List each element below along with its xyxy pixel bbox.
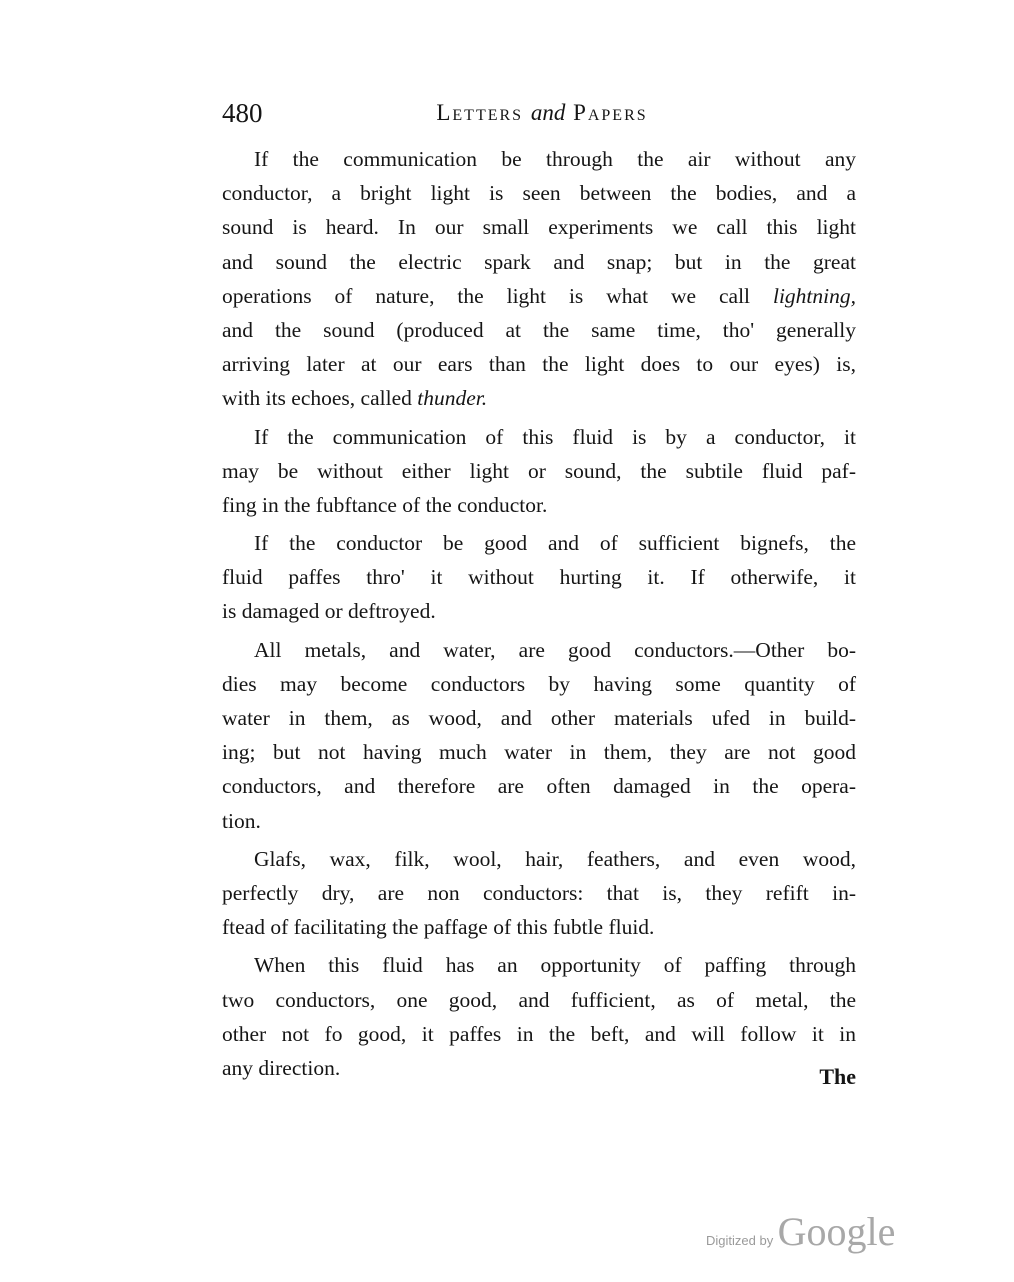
text-line: If the conductor be good and of sufficient bignefs, the <box>254 531 856 556</box>
text-line: dies may become conductors by having some quantity of <box>222 671 856 696</box>
text-line: two conductors, one good, and fufficient, as of metal, the <box>222 987 856 1012</box>
running-title-and: and <box>530 100 566 125</box>
text-line: ing; but not having much water in them, they are not good <box>222 740 856 765</box>
text-line: any direction. <box>222 1055 341 1080</box>
italic-word-lightning: lightning, <box>772 283 857 308</box>
digitized-watermark <box>706 1208 895 1255</box>
paragraph <box>222 142 856 416</box>
text-line <box>222 279 856 313</box>
running-header <box>222 98 862 138</box>
page-number: 480 <box>222 98 263 128</box>
text-line: ftead of facilitating the paffage of this fubtle fluid. <box>222 915 655 940</box>
text-line: and sound the electric spark and snap; but in the great <box>222 249 856 274</box>
text-line: tion. <box>222 808 261 833</box>
text-line: fluid paffes thro' it without hurting it. If otherwife, it <box>222 565 856 590</box>
text-line: and the sound (produced at the same time, tho' generally <box>222 317 856 342</box>
running-title-left: Letters <box>436 100 524 125</box>
text-line: arriving later at our ears than the light does to our eyes) is, <box>222 352 856 377</box>
text-line: Glafs, wax, filk, wool, hair, feathers, and even wood, <box>254 846 856 871</box>
paragraph <box>222 842 856 945</box>
text-line: sound is heard. In our small experiments we call this light <box>222 215 856 240</box>
paragraph <box>222 420 856 523</box>
body-text <box>222 142 856 1089</box>
text-line: perfectly dry, are non conductors: that is, they refift in- <box>222 880 856 905</box>
text-line: water in them, as wood, and other materials ufed in build- <box>222 706 856 730</box>
text-segment: operations of nature, the light is what we call <box>222 283 751 308</box>
text-line: other not fo good, it paffes in the beft, and will follow it in <box>222 1021 856 1046</box>
text-line: conductors, and therefore are often damaged in the opera- <box>222 774 856 799</box>
text-line: fing in the fubftance of the conductor. <box>222 492 548 517</box>
google-logo: Google <box>777 1209 896 1254</box>
text-line: conductor, a bright light is seen between the bodies, and a <box>222 181 856 206</box>
text-line: All metals, and water, are good conductors.—Other bo- <box>254 637 856 662</box>
watermark-prefix: Digitized by <box>706 1233 774 1248</box>
paragraph <box>222 948 856 1085</box>
text-segment: with its echoes, called <box>222 386 412 411</box>
text-line: If the communication be through the air without any <box>254 147 856 171</box>
text-line: is damaged or deftroyed. <box>222 599 436 624</box>
running-title-right: Papers <box>573 100 648 125</box>
text-line <box>222 381 856 415</box>
text-line: If the communication of this fluid is by a conductor, it <box>254 424 856 449</box>
paragraph <box>222 526 856 629</box>
catchword: The <box>819 1064 856 1089</box>
text-line: When this fluid has an opportunity of paffing through <box>254 953 856 978</box>
text-line: may be without either light or sound, the subtile fluid paf- <box>222 458 856 483</box>
paragraph <box>222 633 856 838</box>
italic-word-thunder: thunder. <box>417 386 488 411</box>
running-title <box>222 100 862 126</box>
